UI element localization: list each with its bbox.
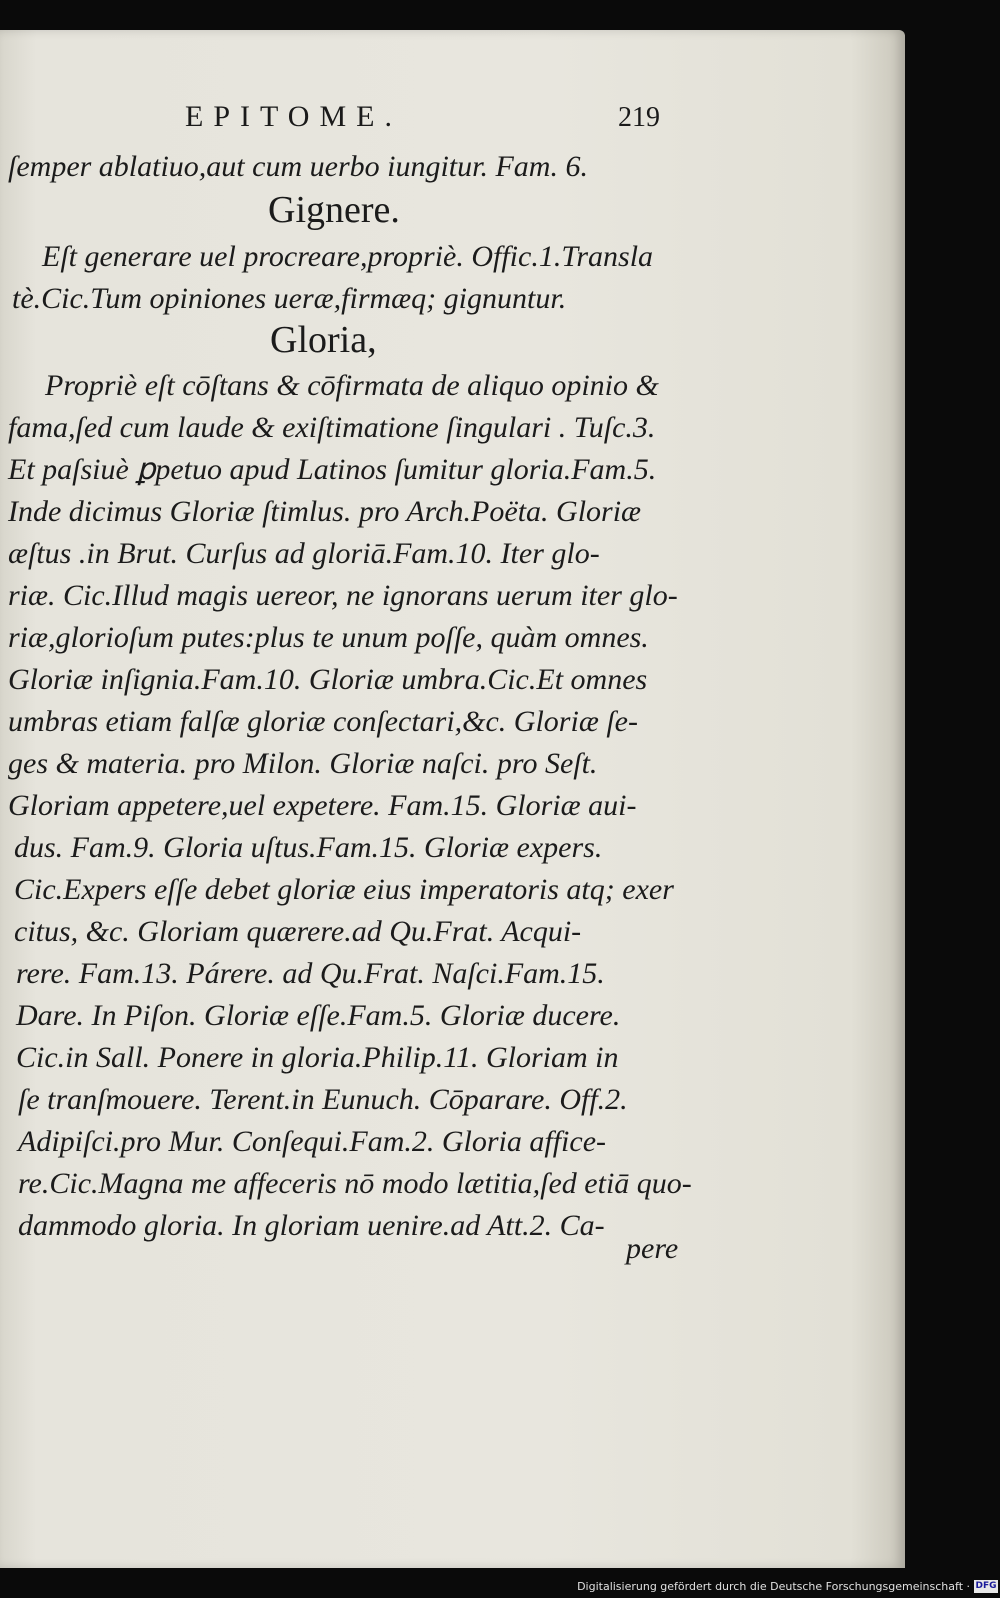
text-line: rere. Fam.13. Párere. ad Qu.Frat. Naſci.Fam.15.	[16, 957, 605, 990]
dfg-logo: DFG	[975, 1581, 997, 1591]
text-line: umbras etiam falſæ gloriæ conſectari,&c. Gloriæ ſe-	[8, 705, 638, 738]
text-line: Gloriam appetere,uel expetere. Fam.15. Gloriæ aui-	[8, 789, 637, 822]
text-line: Adipiſci.pro Mur. Conſequi.Fam.2. Gloria affice-	[18, 1125, 607, 1158]
entry-heading-gignere: Gignere.	[268, 189, 400, 231]
text-line: ſe tranſmouere. Terent.in Eunuch. Cōparare. Off.2.	[18, 1083, 628, 1116]
text-line: Propriè eſt cōſtans & cōfirmata de aliquo opinio &	[45, 369, 659, 402]
text-line: tè.Cic.Tum opiniones ueræ,firmæq; gignuntur.	[12, 282, 567, 315]
text-line: riæ. Cic.Illud magis uereor, ne ignorans uerum iter glo-	[8, 579, 678, 612]
text-line: dammodo gloria. In gloriam uenire.ad Att.2. Ca-	[18, 1209, 605, 1242]
text-line: Et paſsiuè ꝑpetuo apud Latinos ſumitur gloria.Fam.5.	[8, 453, 657, 486]
text-line: Eſt generare uel procreare,propriè. Offic.1.Transla	[42, 240, 654, 273]
catchword: pere	[626, 1232, 679, 1265]
text-line: citus, &c. Gloriam quærere.ad Qu.Frat. Acqui-	[14, 915, 582, 948]
text-line: ges & materia. pro Milon. Gloriæ naſci. pro Seſt.	[8, 747, 598, 780]
text-line: riæ,glorioſum putes:plus te unum poſſe, quàm omnes.	[8, 621, 649, 654]
page-header	[0, 100, 905, 140]
running-head: EPITOME.	[185, 100, 402, 133]
text-line: fama,ſed cum laude & exiſtimatione ſingulari . Tuſc.3.	[8, 411, 656, 444]
entry-heading-gloria: Gloria,	[270, 319, 377, 361]
text-line: ſemper ablatiuo,aut cum uerbo iungitur. Fam. 6.	[8, 150, 588, 183]
text-line: æſtus .in Brut. Curſus ad gloriā.Fam.10. Iter glo-	[8, 537, 600, 570]
text-line: Gloriæ inſignia.Fam.10. Gloriæ umbra.Cic.Et omnes	[8, 663, 648, 696]
digitization-footer	[577, 1578, 1000, 1598]
text-line: re.Cic.Magna me affeceris nō modo lætitia,ſed etiā quo-	[18, 1167, 692, 1200]
text-line: dus. Fam.9. Gloria uſtus.Fam.15. Gloriæ expers.	[14, 831, 603, 864]
text-line: Cic.in Sall. Ponere in gloria.Philip.11. Gloriam in	[16, 1041, 619, 1074]
text-line: Inde dicimus Gloriæ ſtimlus. pro Arch.Poëta. Gloriæ	[8, 495, 642, 528]
page-number: 219	[618, 102, 660, 133]
text-line: Cic.Expers eſſe debet gloriæ eius imperatoris atq; exer	[14, 873, 674, 906]
funding-credit: Digitalisierung gefördert durch die Deutsche Forschungsgemeinschaft ·	[577, 1580, 970, 1593]
text-line: Dare. In Piſon. Gloriæ eſſe.Fam.5. Gloriæ ducere.	[16, 999, 621, 1032]
